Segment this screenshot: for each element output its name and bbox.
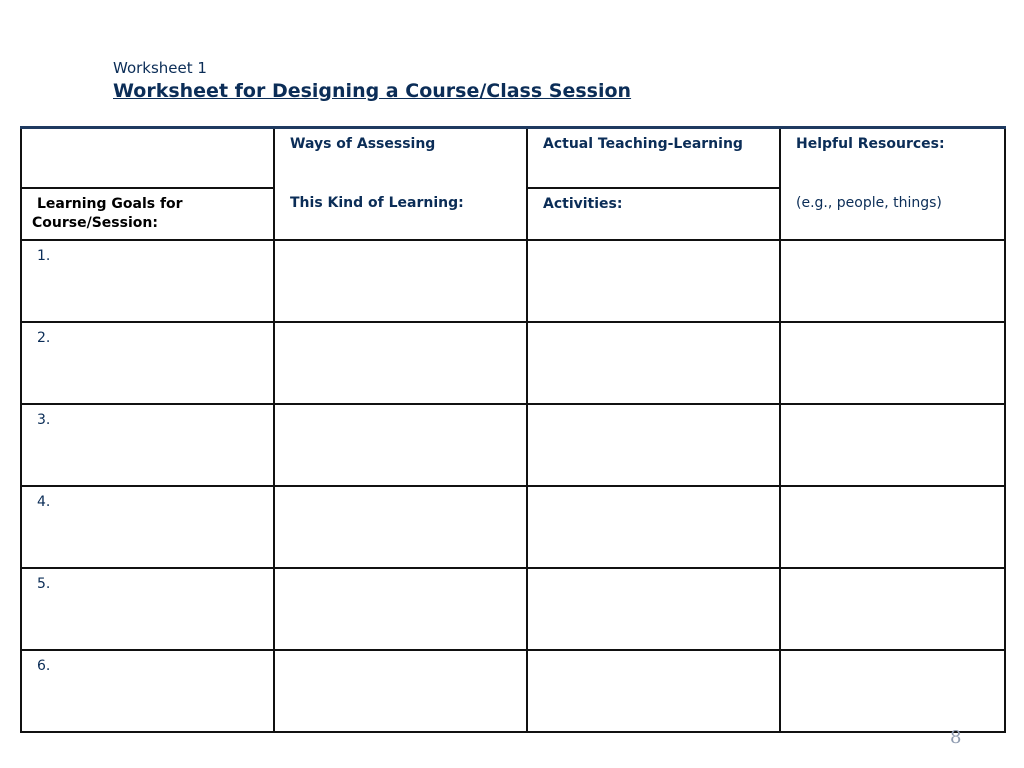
activities-cell[interactable] xyxy=(527,240,780,322)
worksheet-subtitle: Worksheet 1 xyxy=(113,59,207,77)
page-number: 8 xyxy=(950,727,962,748)
header-cell-assessing-bottom xyxy=(274,188,527,240)
header-activities-line2: Activities: xyxy=(543,196,623,212)
table-row xyxy=(21,240,1005,322)
goal-cell[interactable] xyxy=(21,650,274,732)
header-assessing-line2: This Kind of Learning: xyxy=(290,195,464,211)
resources-cell[interactable] xyxy=(780,322,1005,404)
goal-cell[interactable] xyxy=(21,404,274,486)
activities-cell[interactable] xyxy=(527,486,780,568)
activities-cell[interactable] xyxy=(527,650,780,732)
header-cell-resources-bottom xyxy=(780,188,1005,240)
assessing-cell[interactable] xyxy=(274,322,527,404)
header-row-top xyxy=(21,128,1005,189)
table-row xyxy=(21,404,1005,486)
header-assessing-line1: Ways of Assessing xyxy=(290,136,436,152)
goal-cell[interactable] xyxy=(21,322,274,404)
row-number: 6. xyxy=(37,658,51,674)
header-cell-assessing-top xyxy=(274,128,527,189)
table-row xyxy=(21,650,1005,732)
worksheet-title: Worksheet for Designing a Course/Class Session xyxy=(113,80,632,102)
row-number: 2. xyxy=(37,330,51,346)
header-goals-label: Learning Goals for Course/Session: xyxy=(32,196,183,231)
resources-cell[interactable] xyxy=(780,240,1005,322)
activities-cell[interactable] xyxy=(527,404,780,486)
row-number: 4. xyxy=(37,494,51,510)
worksheet-table xyxy=(20,126,1006,733)
resources-cell[interactable] xyxy=(780,486,1005,568)
header-cell-goals-bottom xyxy=(21,188,274,240)
activities-cell[interactable] xyxy=(527,322,780,404)
header-activities-line1: Actual Teaching-Learning xyxy=(543,136,743,152)
assessing-cell[interactable] xyxy=(274,404,527,486)
assessing-cell[interactable] xyxy=(274,650,527,732)
row-number: 1. xyxy=(37,248,51,264)
activities-cell[interactable] xyxy=(527,568,780,650)
assessing-cell[interactable] xyxy=(274,486,527,568)
header-cell-resources-top xyxy=(780,128,1005,189)
header-row-bottom xyxy=(21,188,1005,240)
resources-cell[interactable] xyxy=(780,568,1005,650)
goal-cell[interactable] xyxy=(21,486,274,568)
resources-cell[interactable] xyxy=(780,404,1005,486)
table-row xyxy=(21,322,1005,404)
header-resources-line2: (e.g., people, things) xyxy=(796,195,942,211)
table-row xyxy=(21,568,1005,650)
row-number: 3. xyxy=(37,412,51,428)
header-cell-activities-bottom xyxy=(527,188,780,240)
goal-cell[interactable] xyxy=(21,240,274,322)
header-resources-line1: Helpful Resources: xyxy=(796,136,945,152)
resources-cell[interactable] xyxy=(780,650,1005,732)
row-number: 5. xyxy=(37,576,51,592)
assessing-cell[interactable] xyxy=(274,568,527,650)
header-cell-activities-top xyxy=(527,128,780,189)
goal-cell[interactable] xyxy=(21,568,274,650)
assessing-cell[interactable] xyxy=(274,240,527,322)
worksheet-header xyxy=(113,59,631,103)
header-cell-goals-top xyxy=(21,128,274,189)
table-row xyxy=(21,486,1005,568)
